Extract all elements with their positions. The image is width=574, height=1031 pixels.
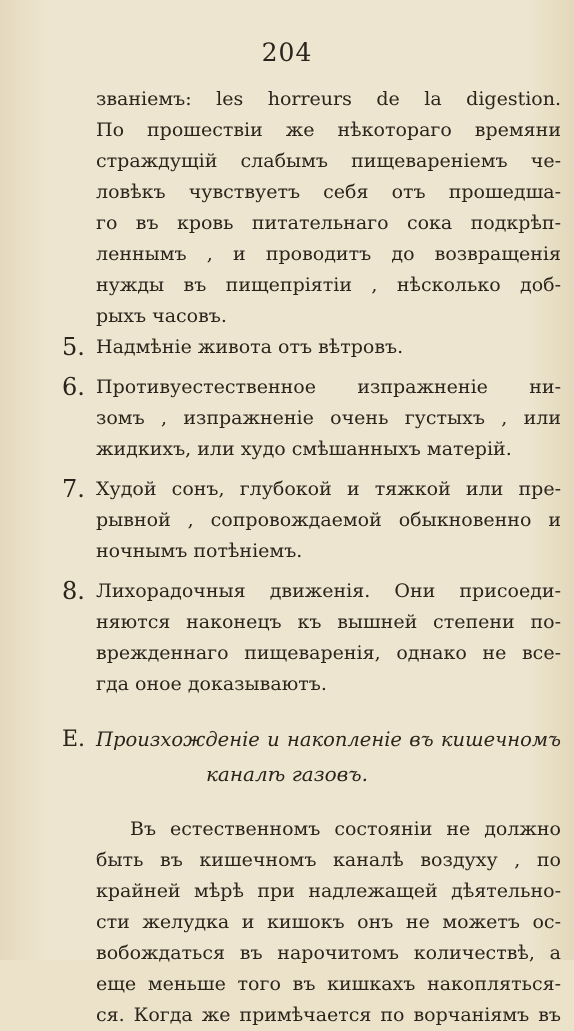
text-line: врежденнаго пищеваренія, однако не все- (96, 642, 561, 664)
item-number: 7. (62, 475, 85, 503)
item-number: 5. (62, 333, 85, 361)
text-line: ночнымъ потѣніемъ. (96, 540, 303, 562)
text-line: званіемъ: les horreurs de la digestion. (96, 88, 561, 110)
body-text (0, 84, 574, 1031)
item-number: 8. (62, 577, 85, 605)
text-line: рывной , сопровождаемой обыкновенно и (96, 509, 561, 531)
text-line: По прошествіи же нѣкотораго времяни (96, 119, 561, 141)
text-line: няются наконецъ къ вышней степени по- (96, 611, 561, 633)
text-line: го въ кровь питательнаго сока подкрѣп- (96, 212, 561, 234)
text-line: ловѣкъ чувствуетъ себя отъ прошедша- (96, 181, 561, 203)
section-title-line-2: каналѣ газовъ. (205, 762, 368, 786)
text-line: сти желудка и кишокъ онъ не можетъ ос- (96, 911, 561, 933)
text-line: жидкихъ, или худо смѣшанныхъ матерій. (96, 438, 512, 460)
text-line: еще меньше того въ кишкахъ накопляться- (96, 973, 561, 995)
item-number: 6. (62, 373, 85, 401)
list-item-6: 6. Противуестественное изпражненіе ни- (62, 373, 561, 401)
section-letter: E. (62, 727, 86, 752)
list-item-7: 7. Худой сонъ, глубокой и тяжкой или пре- (62, 475, 561, 503)
text-line: крайней мѣрѣ при надлежащей дѣятельно- (96, 880, 561, 902)
text-line: быть въ кишечномъ каналѣ воздуху , по (96, 849, 561, 871)
text-line: ся. Когда же примѣчается по ворчаніямъ въ (96, 1004, 561, 1026)
section-heading (0, 722, 574, 757)
list-item-5: 5. Надмѣніе живота отъ вѣтровъ. (62, 333, 404, 361)
text-line: страждущій слабымъ пищевареніемъ че- (96, 150, 561, 172)
page-number: 204 (261, 38, 313, 67)
text-line: вобождаться въ нарочитомъ количествѣ, а (96, 942, 561, 964)
section-title-line-1: Произхожденіе и накопленіе въ кишечномъ (96, 728, 561, 751)
text-line: рыхъ часовъ. (96, 305, 227, 327)
list-item-8: 8. Лихорадочныя движенія. Они присоеди- (62, 577, 561, 605)
text-line: нужды въ пищепріятіи , нѣсколько доб- (96, 274, 561, 296)
section-heading-continued (0, 757, 574, 792)
text-line: гда оное доказываютъ. (96, 673, 327, 695)
text-line: Въ естественномъ состояніи не должно (130, 818, 561, 840)
text-line: леннымъ , и проводитъ до возвращенія (96, 243, 561, 265)
text-line: зомъ , изпражненіе очень густыхъ , или (96, 407, 561, 429)
